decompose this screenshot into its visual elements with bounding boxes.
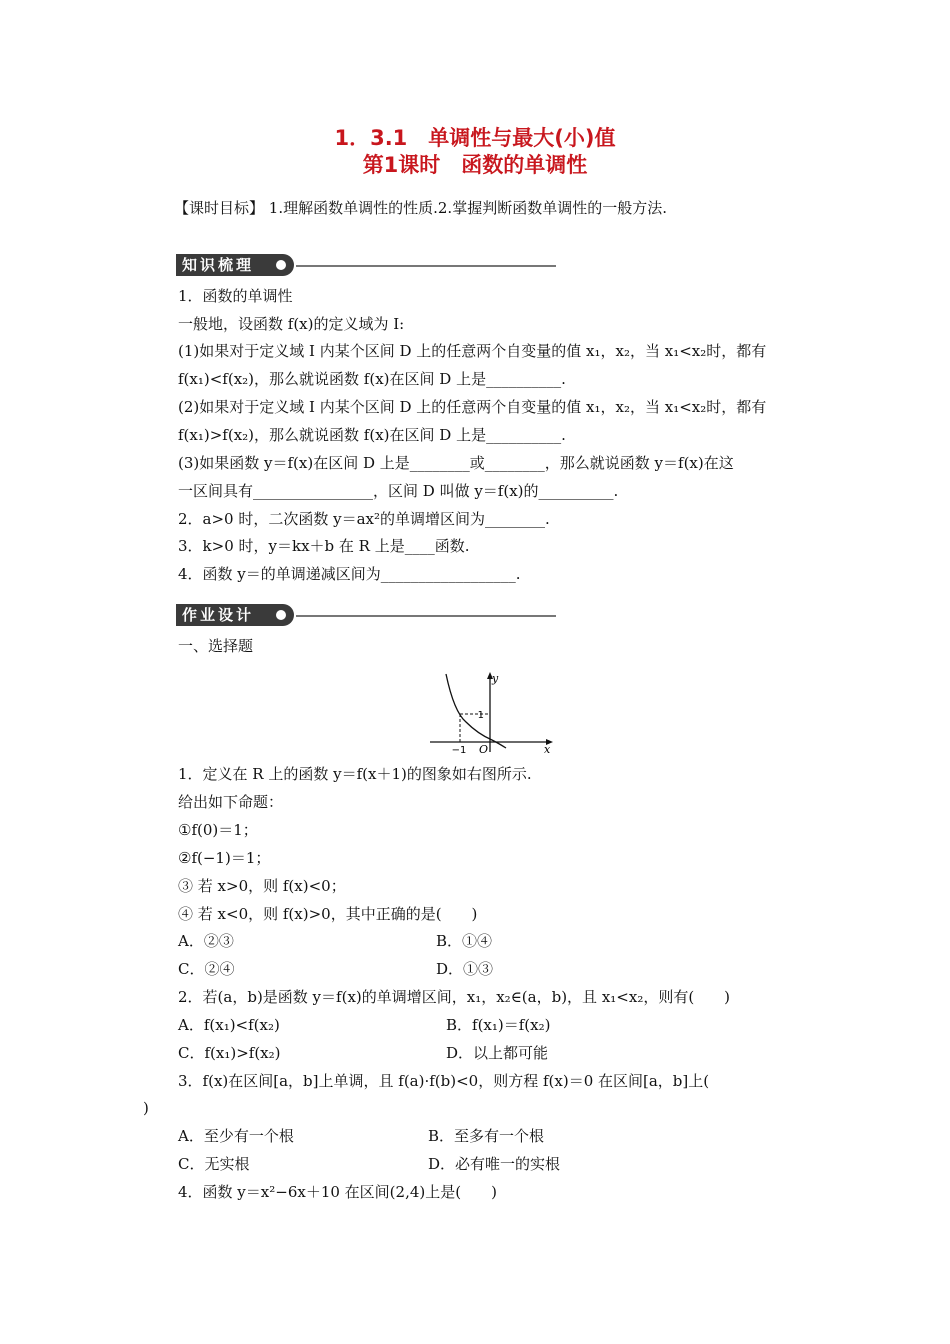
- text-line: 2．a>0 时，二次函数 y＝ax²的单调增区间为________.: [178, 510, 550, 528]
- q1-line: ③ 若 x>0，则 f(x)<0；: [178, 877, 346, 895]
- section-heading: 一、选择题: [178, 637, 254, 655]
- text-line: 一般地，设函数 f(x)的定义域为 I:: [178, 315, 405, 333]
- page-title: 1．3.1 单调性与最大(小)值: [334, 126, 616, 150]
- function-graph: [426, 668, 556, 754]
- banner-dot-icon: [276, 260, 286, 270]
- q1-line: 1．定义在 R 上的函数 y＝f(x＋1)的图象如右图所示.: [178, 765, 532, 783]
- lesson-goal: [174, 198, 667, 218]
- section-banner-homework: [176, 604, 556, 626]
- text-line: (3)如果函数 y＝f(x)在区间 D 上是________或________，那么就说函数 y＝f(x)在这: [178, 454, 734, 472]
- text-line: 3．k>0 时，y＝kx＋b 在 R 上是____函数.: [178, 537, 470, 555]
- text-line: 4．函数 y＝的单调递减区间为__________________.: [178, 565, 521, 583]
- page-subtitle: 第1课时 函数的单调性: [362, 153, 588, 177]
- text-line: (2)如果对于定义域 I 内某个区间 D 上的任意两个自变量的值 x₁，x₂，当 x₁<x₂时，都有: [178, 398, 767, 416]
- x-axis-label: x: [544, 743, 551, 754]
- banner-rule: [296, 265, 556, 267]
- q2-option-d[interactable]: D．以上都可能: [446, 1044, 549, 1062]
- tick-label-neg1: −1: [451, 745, 467, 754]
- function-curve: [446, 674, 506, 748]
- q1-line: ②f(−1)＝1；: [178, 849, 271, 867]
- q1-option-d[interactable]: D．①③: [436, 960, 494, 978]
- q1-line: 给出如下命题：: [178, 793, 284, 811]
- text-line: f(x₁)>f(x₂)，那么就说函数 f(x)在区间 D 上是__________.: [178, 426, 566, 444]
- text-line: 一区间具有________________，区间 D 叫做 y＝f(x)的__________.: [178, 482, 619, 500]
- q1-line: ④ 若 x<0，则 f(x)>0，其中正确的是( ): [178, 905, 478, 923]
- lesson-goal-text: 1.理解函数单调性的性质.2.掌握判断函数单调性的一般方法.: [268, 199, 667, 217]
- text-line: 1．函数的单调性: [178, 287, 293, 305]
- q3-stem-cont: ): [143, 1099, 149, 1117]
- q2-stem: 2．若(a，b)是函数 y＝f(x)的单调增区间，x₁，x₂∈(a，b)，且 x₁<x₂，则有( ): [178, 988, 731, 1006]
- q3-option-d[interactable]: D．必有唯一的实根: [428, 1155, 561, 1173]
- q3-option-b[interactable]: B．至多有一个根: [428, 1127, 545, 1145]
- y-axis-label: y: [492, 672, 499, 685]
- q3-option-a[interactable]: A．至少有一个根: [178, 1127, 294, 1145]
- banner-label: 作业设计: [176, 604, 294, 626]
- q1-line: ①f(0)＝1；: [178, 821, 258, 839]
- q1-option-a[interactable]: A．②③: [178, 932, 234, 950]
- q3-stem: 3．f(x)在区间[a，b]上单调，且 f(a)·f(b)<0，则方程 f(x)＝0 在区间[a，b]上(: [178, 1072, 710, 1090]
- q4-stem: 4．函数 y＝x²−6x＋10 在区间(2,4)上是( ): [178, 1183, 497, 1201]
- q2-option-a[interactable]: A．f(x₁)<f(x₂): [178, 1016, 280, 1034]
- origin-label: O: [479, 743, 489, 754]
- text-line: f(x₁)<f(x₂)，那么就说函数 f(x)在区间 D 上是__________.: [178, 370, 566, 388]
- q2-option-b[interactable]: B．f(x₁)＝f(x₂): [446, 1016, 551, 1034]
- q3-option-c[interactable]: C．无实根: [178, 1155, 250, 1173]
- banner-rule: [296, 615, 556, 617]
- q2-option-c[interactable]: C．f(x₁)>f(x₂): [178, 1044, 281, 1062]
- section-banner-knowledge: [176, 254, 556, 276]
- banner-dot-icon: [276, 610, 286, 620]
- text-line: (1)如果对于定义域 I 内某个区间 D 上的任意两个自变量的值 x₁，x₂，当 x₁<x₂时，都有: [178, 342, 767, 360]
- q1-option-b[interactable]: B．①④: [436, 932, 493, 950]
- lesson-goal-label: 【课时目标】: [174, 199, 265, 217]
- q1-option-c[interactable]: C．②④: [178, 960, 235, 978]
- tick-label-1: 1: [477, 710, 484, 721]
- banner-label: 知识梳理: [176, 254, 294, 276]
